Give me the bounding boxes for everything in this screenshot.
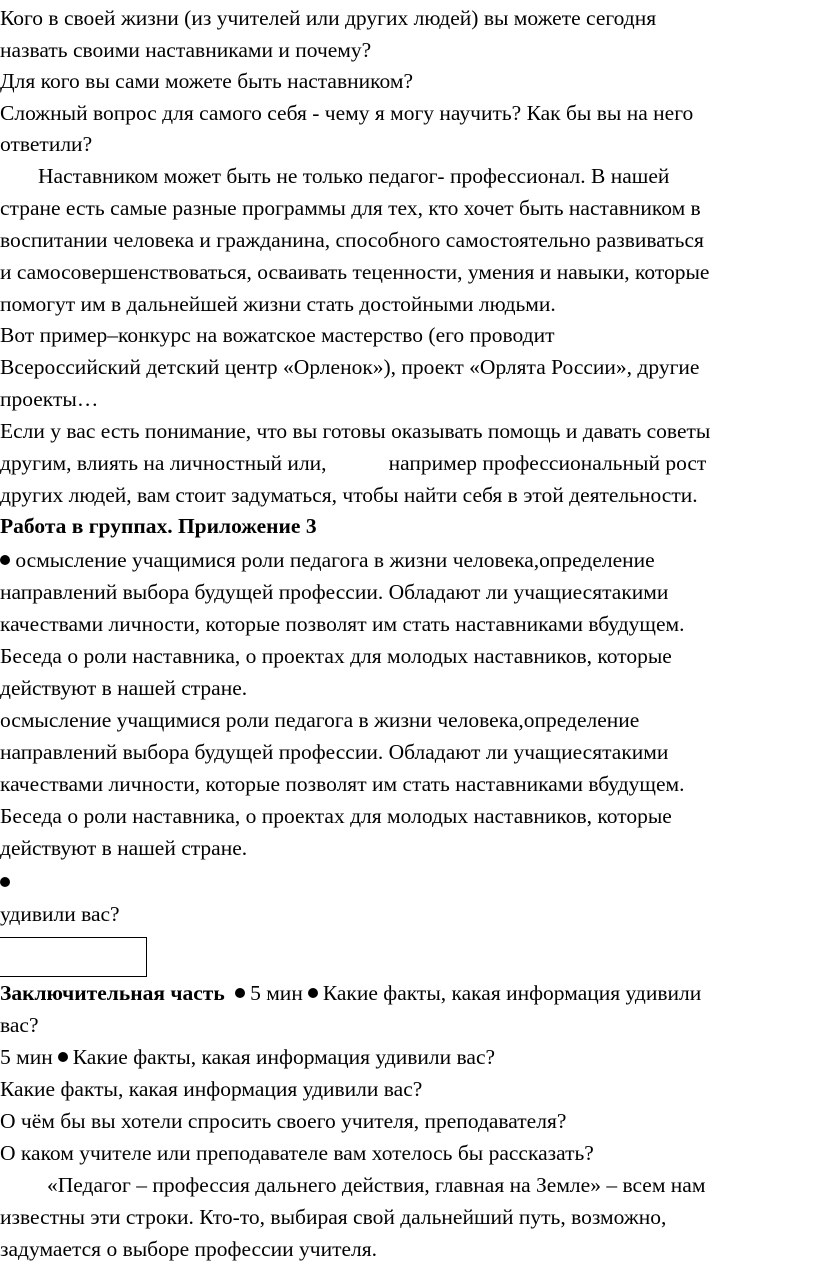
text-line: других людей, вам стоит задуматься, чтобы найти себя в этой деятельности. [0, 483, 698, 507]
text-line [0, 1042, 495, 1074]
text-line: Если у вас есть понимание, что вы готовы оказывать помощь и давать советы [0, 419, 711, 443]
text-line: задумается о выборе профессии учителя. [0, 1237, 378, 1261]
text-line: Для кого вы сами можете быть наставником? [0, 69, 413, 93]
text-line: Вот пример–конкурс на вожатское мастерство (его проводит [0, 323, 555, 347]
text-line: помогут им в дальнейшей жизни стать достойными людьми. [0, 292, 556, 316]
text-line: Какие факты, какая информация удивили вас? [0, 1077, 423, 1101]
text-line: направлений выбора будущей профессии. Обладают ли учащиесятакими [0, 740, 669, 764]
text-line: известны эти строки. Кто-то, выбирая свой дальнейший путь, возможно, [0, 1205, 667, 1229]
text-line: удивили вас? [0, 902, 120, 926]
text-line [0, 448, 706, 480]
text-line: Беседа о роли наставника, о проектах для молодых наставников, которые [0, 804, 672, 828]
text-fragment: другим, влиять на личностный или, [0, 451, 327, 475]
text-line: воспитании человека и гражданина, способного самостоятельно развиваться [0, 228, 704, 252]
text-line: О каком учителе или преподавателе вам хотелось бы рассказать? [0, 1141, 594, 1165]
text-fragment: например профессиональный рост [388, 451, 707, 475]
bullet-icon [235, 988, 245, 998]
text-line: Сложный вопрос для самого себя - чему я могу научить? Как бы вы на него [0, 101, 694, 125]
text-fragment: Какие факты, какая информация удивили вас? [72, 1045, 496, 1069]
empty-table-cell [0, 937, 147, 977]
text-line: ответили? [0, 132, 93, 156]
text-line: и самосовершенствоваться, осваивать теценности, умения и навыки, которые [0, 260, 710, 284]
text-line: Всероссийский детский центр «Орленок»), проект «Орлята России», другие [0, 355, 700, 379]
section-heading: Работа в группах. Приложение 3 [0, 514, 317, 538]
text-line: действуют в нашей стране. [0, 836, 248, 860]
text-line: действуют в нашей стране. [0, 676, 248, 700]
text-fragment: Какие факты, какая информация удивили [322, 981, 702, 1005]
text-line: стране есть самые разные программы для тех, кто хочет быть наставником в [0, 196, 701, 220]
text-line: назвать своими наставниками и почему? [0, 38, 372, 62]
bullet-line [0, 545, 655, 577]
paragraph-indented-line: «Педагог – профессия дальнего действия, главная на Земле» – всем нам [47, 1173, 706, 1197]
text-line: проекты… [0, 387, 99, 411]
text-line [0, 978, 701, 1010]
text-line: осмысление учащимися роли педагога в жизни человека,определение [0, 708, 640, 732]
text-line: вас? [0, 1013, 39, 1037]
text-line: направлений выбора будущей профессии. Обладают ли учащиесятакими [0, 580, 669, 604]
text-line: качествами личности, которые позволят им стать наставниками вбудущем. [0, 612, 685, 636]
text-line: Беседа о роли наставника, о проектах для молодых наставников, которые [0, 644, 672, 668]
paragraph-indented-line: Наставником может быть не только педагог- профессионал. В нашей [38, 164, 670, 188]
bullet-line [0, 867, 10, 899]
text-fragment: 5 мин [250, 981, 303, 1005]
bullet-icon [308, 988, 318, 998]
bullet-icon [58, 1052, 68, 1062]
bullet-icon [0, 555, 10, 565]
bullet-icon [0, 877, 10, 887]
text-fragment: 5 мин [0, 1045, 53, 1069]
text-fragment: осмысление учащимися роли педагога в жизни человека,определение [15, 548, 655, 572]
text-line: качествами личности, которые позволят им стать наставниками вбудущем. [0, 772, 685, 796]
text-line: О чём бы вы хотели спросить своего учителя, преподавателя? [0, 1109, 567, 1133]
section-heading: Заключительная часть [0, 981, 225, 1005]
text-line: Кого в своей жизни (из учителей или других людей) вы можете сегодня [0, 6, 657, 30]
